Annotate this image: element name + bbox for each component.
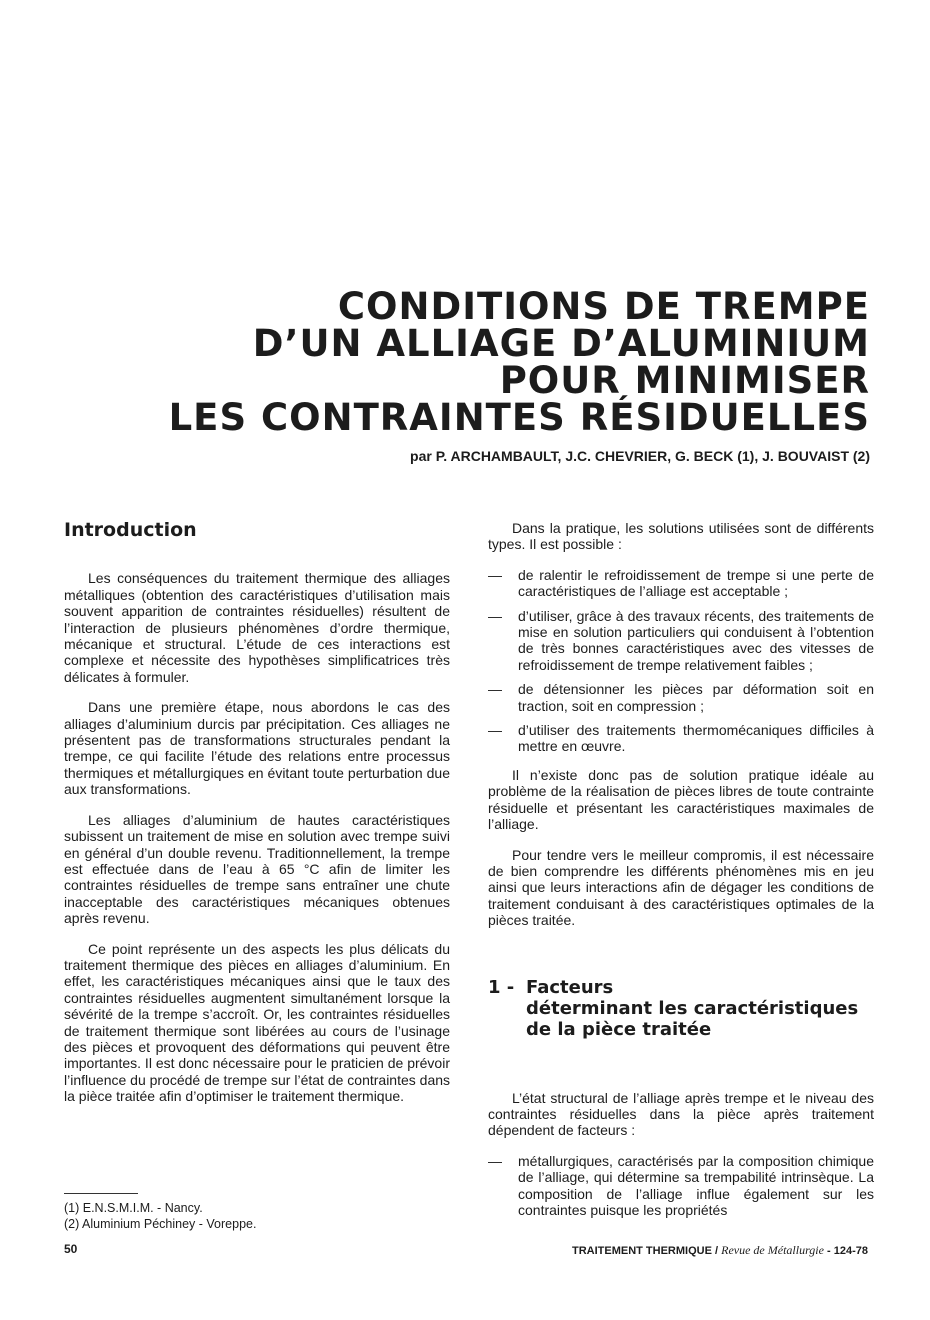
list-item	[488, 681, 874, 714]
section-title-line: Facteurs	[526, 976, 614, 998]
solutions-list	[488, 567, 874, 755]
body-paragraph: L’état structural de l’alliage après trempe et le niveau des contraintes résiduelles dans la pièce après traitement dépendent de facteurs :	[488, 1089, 874, 1139]
footnote-divider	[64, 1193, 138, 1194]
footer-journal: Revue de Métallurgie	[721, 1243, 824, 1257]
page-number: 50	[64, 1242, 78, 1256]
section-heading-1	[488, 977, 874, 1040]
title-line: CONDITIONS DE TREMPE	[337, 285, 870, 328]
title-line: LES CONTRAINTES RÉSIDUELLES	[168, 396, 870, 439]
list-item-text: métallurgiques, caractérisés par la composition chimique de l’alliage, qui détermine sa trempabilité intrinsèque. La composition de l’alliage influe également sur les contraintes puisque les propriétés	[518, 1152, 874, 1218]
right-column	[488, 520, 874, 1230]
body-paragraph: Dans une première étape, nous abordons le cas des alliages d’aluminium durcis par précipitation. Ces alliages ne présentent pas de transformations structurales pendant la trempe, ce qui facilite l’étude des relations entre processus thermiques et métallurgiques en évitant toute perturbation due aux transformations.	[64, 699, 450, 798]
section-title-line: de la pièce traitée	[526, 1018, 712, 1040]
section-title-line: déterminant les caractéristiques	[526, 997, 859, 1019]
body-paragraph: Dans la pratique, les solutions utilisées sont de différents types. Il est possible :	[488, 520, 874, 553]
body-paragraph: Les conséquences du traitement thermique des alliages métalliques (obtention des caractéristiques d’utilisation mais souvent apparition de contraintes résiduelles) résultent de l’interaction de plusieurs phénomènes d’ordre thermique, mécanique et structural. L’étude de ces interactions est complexe et nécessite des hypothèses simplificatrices très délicates à formuler.	[64, 570, 450, 685]
list-item-text: de détensionner les pièces par déformation soit en traction, soit en compression ;	[518, 681, 874, 714]
body-paragraph: Pour tendre vers le meilleur compromis, il est nécessaire de bien comprendre les différents phénomènes mis en jeu ainsi que leurs interactions afin de dégager les conditions de traitement conduisant à des caractéristiques optimales de la pièces traitée.	[488, 846, 874, 929]
dash-bullet: —	[488, 681, 502, 698]
body-paragraph: Les alliages d’aluminium de hautes caractéristiques subissent un traitement de mise en solution avec trempe suivi en général d’un double revenu. Traditionnellement, la trempe est effectuée dans de l’eau à 65 °C afin de limiter les contraintes résiduelles de trempe sans entraîner une chute inacceptable des caractéristiques mécaniques obtenues après revenu.	[64, 811, 450, 927]
list-item-text: d’utiliser des traitements thermomécaniques difficiles à mettre en œuvre.	[518, 722, 874, 755]
author-byline: par P. ARCHAMBAULT, J.C. CHEVRIER, G. BECK (1), J. BOUVAIST (2)	[410, 448, 870, 464]
running-footer	[572, 1243, 868, 1258]
title-line: D’UN ALLIAGE D’ALUMINIUM	[252, 322, 870, 365]
footnotes	[64, 1200, 256, 1232]
title-line: POUR MINIMISER	[499, 359, 870, 402]
list-item	[488, 722, 874, 755]
section-number: 1 -	[488, 976, 515, 998]
footer-section: TRAITEMENT THERMIQUE	[571, 1245, 712, 1257]
list-item	[488, 608, 874, 674]
dash-bullet: —	[488, 607, 502, 624]
factors-list	[488, 1153, 874, 1219]
body-paragraph: Ce point représente un des aspects les plus délicats du traitement thermique des pièces en alliages d’aluminium. En effet, les caractéristiques mécaniques ainsi que le taux des contraintes résiduelles augmentent simultanément lorsque la sévérité de la trempe s’accroît. Or, les contraintes résiduelles de traitement thermique sont libérées au cours de l’usinage des pièces et provoquent des déformations qui peuvent être importantes. Il est donc nécessaire pour le praticien de prévoir l’influence du procédé de trempe sur l’état de contraintes dans la pièce traitée afin d’optimiser le traitement thermique.	[64, 940, 451, 1105]
footnote: (1) E.N.S.M.I.M. - Nancy.	[64, 1201, 203, 1215]
footer-separator: /	[714, 1245, 719, 1257]
footnote: (2) Aluminium Péchiney - Voreppe.	[64, 1217, 257, 1231]
list-item	[488, 1153, 874, 1219]
section-heading-introduction: Introduction	[64, 519, 197, 541]
left-column	[64, 520, 450, 1119]
dash-bullet: —	[488, 1152, 502, 1169]
dash-bullet: —	[488, 722, 502, 739]
dash-bullet: —	[488, 566, 502, 583]
article-title	[168, 285, 870, 439]
list-item-text: d’utiliser, grâce à des travaux récents, des traitements de mise en solution particuliers qui conduisent à l’obtention de très bonnes caractéristiques avec des vitesses de refroidissement de trempe relativement faibles ;	[518, 607, 874, 673]
body-paragraph: Il n’existe donc pas de solution pratique idéale au problème de la réalisation de pièces libres de toute contrainte résiduelle et présentant les caractéristiques maximales de l’alliage.	[488, 766, 874, 833]
list-item	[488, 567, 874, 600]
list-item-text: de ralentir le refroidissement de trempe si une perte de caractéristiques de l’alliage est acceptable ;	[518, 566, 874, 600]
footer-issue: - 124-78	[827, 1245, 868, 1257]
